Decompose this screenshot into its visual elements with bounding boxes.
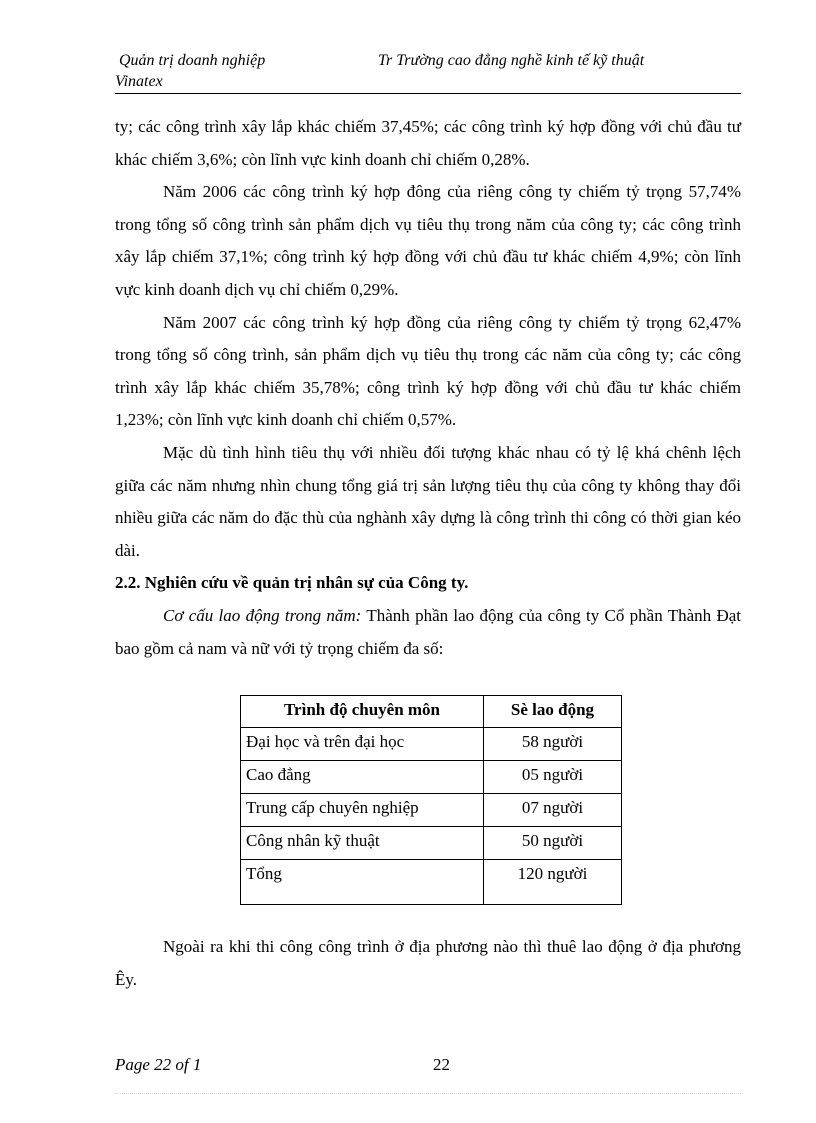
header-left-line1: Quản trị doanh nghiệp [119, 52, 266, 69]
table-header-count: Sè lao động [484, 696, 622, 728]
table-cell-total-label: Tổng [241, 860, 484, 905]
paragraph-2: Năm 2006 các công trình ký hợp đông của riêng công ty chiếm tỷ trọng 57,74% trong tổng số công trình sản phẩm dịch vụ tiêu thụ trong năm của công ty; các công trình xây lắp chiếm 37,1%; công trình ký hợp đồng với chủ đầu tư khác chiếm 4,9%; còn lĩnh vực kinh doanh dịch vụ chỉ chiếm 0,29%. [115, 182, 741, 299]
table-cell-count: 58 người [484, 728, 622, 761]
table-total-row [241, 860, 622, 905]
body-text [115, 111, 741, 665]
table-cell-qualification: Cao đẳng [241, 761, 484, 794]
table-cell-qualification: Đại học và trên đại học [241, 728, 484, 761]
section-intro-text: Thành phần lao động của công ty Cổ phần Thành Đạt bao gồm cả nam và nữ với tỷ trọng chiếm đa số: [115, 605, 742, 658]
footer-page-number: 22 [433, 1055, 450, 1074]
closing-paragraph: Ngoài ra khi thi công công trình ở địa phương nào thì thuê lao động ở địa phương Êy. [115, 937, 741, 989]
table-cell-count: 07 người [484, 794, 622, 827]
table-row [241, 794, 622, 827]
table-row [241, 761, 622, 794]
footer-page-label: Page 22 of 1 [115, 1055, 202, 1074]
table-cell-qualification: Trung cấp chuyên nghiệp [241, 794, 484, 827]
paragraph-3: Năm 2007 các công trình ký hợp đồng của riêng công ty chiếm tỷ trọng 62,47% trong tổng số công trình, sản phẩm dịch vụ tiêu thụ trong các năm của công ty; các công trình xây lắp khác chiếm 35,78%; công trình ký hợp đồng với chủ đầu tư khác chiếm 1,23%; còn lĩnh vực kinh doanh chỉ chiếm 0,57%. [115, 312, 741, 430]
page-bottom-divider [115, 1093, 741, 1094]
paragraph-1: ty; các công trình xây lắp khác chiếm 37,45%; các công trình ký hợp đồng với chủ đầu tư khác chiếm 3,6%; còn lĩnh vực kinh doanh chỉ chiếm 0,28%. [115, 117, 741, 169]
header-right: Tr Trường cao đẳng nghề kinh tế kỹ thuật [378, 52, 645, 69]
section-heading: 2.2. Nghiên cứu về quản trị nhân sự của Công ty. [115, 573, 469, 593]
header-rule [115, 93, 741, 94]
table-cell-qualification: Công nhân kỹ thuật [241, 827, 484, 860]
header-left-line2: Vinatex [115, 73, 163, 90]
paragraph-4: Mặc dù tình hình tiêu thụ với nhiều đối tượng khác nhau có tỷ lệ khá chênh lệch giữa các năm nhưng nhìn chung tổng giá trị sản lượng tiêu thụ của công ty không thay đổi nhiều giữa các năm do đặc thù của nghành xây dựng là công trình thi công có thời gian kéo dài. [115, 442, 741, 560]
section-intro [115, 600, 741, 665]
table-cell-count: 05 người [484, 761, 622, 794]
table-header-qualification: Trình độ chuyên môn [241, 696, 484, 728]
table-header-row [241, 696, 622, 728]
table-cell-total-count: 120 người [484, 860, 622, 905]
section-intro-label: Cơ cấu lao động trong năm: [163, 605, 362, 625]
table-cell-count: 50 người [484, 827, 622, 860]
table-row [241, 728, 622, 761]
table-row [241, 827, 622, 860]
staff-qualification-table [240, 695, 622, 905]
